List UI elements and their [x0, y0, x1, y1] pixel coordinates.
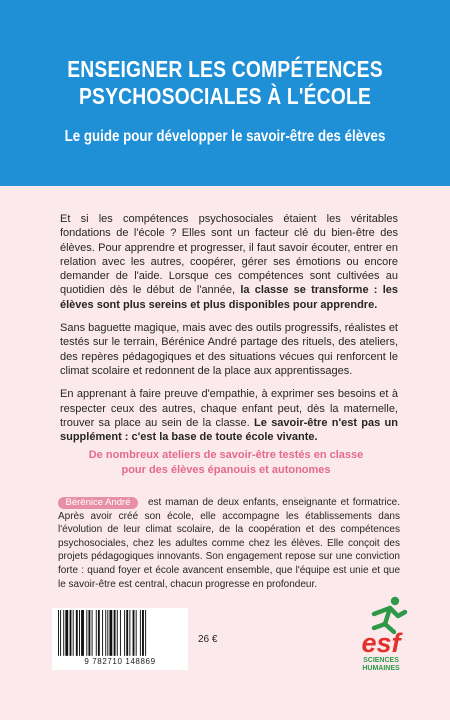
header-banner — [0, 0, 450, 186]
author-name-tag: Bérénice André — [58, 497, 138, 509]
description-paragraph-1 — [60, 212, 398, 312]
paragraph-3-emphasis: Le savoir-être n'est pas un supplément : c'est la base de toute école vivante. — [60, 416, 398, 444]
barcode-bars — [56, 610, 182, 660]
tagline-line1: De nombreux ateliers de savoir-être testés en classe — [88, 449, 364, 461]
description-paragraph-2: Sans baguette magique, mais avec des outils progressifs, réalistes et testés sur le terrain, Bérénice André partage des rituels, des ateliers, des repères pédagogiques et des situations vécues qui renforcent le climat scolaire et redonnent de la place aux apprentissages. — [60, 322, 398, 377]
isbn-number: 9 782710 148869 — [84, 657, 156, 666]
runner-icon — [374, 597, 405, 632]
price: 26 € — [198, 634, 218, 645]
publisher-logo — [352, 594, 410, 672]
description-paragraph-3 — [60, 387, 398, 444]
author-bio — [58, 496, 400, 591]
book-title-line1: ENSEIGNER LES COMPÉTENCES — [67, 56, 383, 82]
paragraph-3-text: En apprenant à faire preuve d'empathie, à exprimer ses besoins et à respecter ceux des autres, chaque enfant peut, dès la maternelle, trouver sa place au sein de la classe. — [60, 388, 398, 429]
paragraph-1-text: Et si les compétences psychosociales étaient les véritables fondations de l'école ? Elles sont un facteur clé du bien-être des élèves. Pour apprendre et progresser, il faut savoir écouter, entrer en relation avec les autres, coopérer, gérer ses émotions ou encore demander de l'aide. Lorsque ces compétences sont cultivées au quotidien dès le début de l'année, — [60, 213, 398, 297]
book-title-line2: PSYCHOSOCIALES À L'ÉCOLE — [78, 83, 372, 109]
tagline-line2: pour des élèves épanouis et autonomes — [121, 463, 331, 476]
paragraph-1-emphasis: la classe se transforme : les élèves sont plus sereins et plus disponibles pour apprendre. — [60, 284, 399, 311]
book-subtitle: Le guide pour développer le savoir-être des élèves — [64, 128, 386, 145]
publisher-name-line2: HUMAINES — [362, 665, 400, 672]
book-title — [48, 56, 402, 110]
tagline — [40, 448, 412, 477]
author-bio-text: est maman de deux enfants, enseignante et formatrice. Après avoir créé son école, elle accompagne les établissements dans l'évolution de leur climat scolaire, de la coopération et des compétences psychosociales, chez les adultes comme chez les élèves. Elle conçoit des projets pédagogiques innovants. Son engagement repose sur une conviction forte : quand foyer et école avancent ensemble, que l'équipe est unie et que le savoir-être est central, chacun progresse en profondeur. — [58, 497, 400, 590]
description-text — [60, 212, 398, 453]
publisher-logo-text: esf — [361, 628, 401, 658]
barcode — [52, 608, 188, 670]
publisher-name-line1: SCIENCES — [363, 657, 399, 664]
